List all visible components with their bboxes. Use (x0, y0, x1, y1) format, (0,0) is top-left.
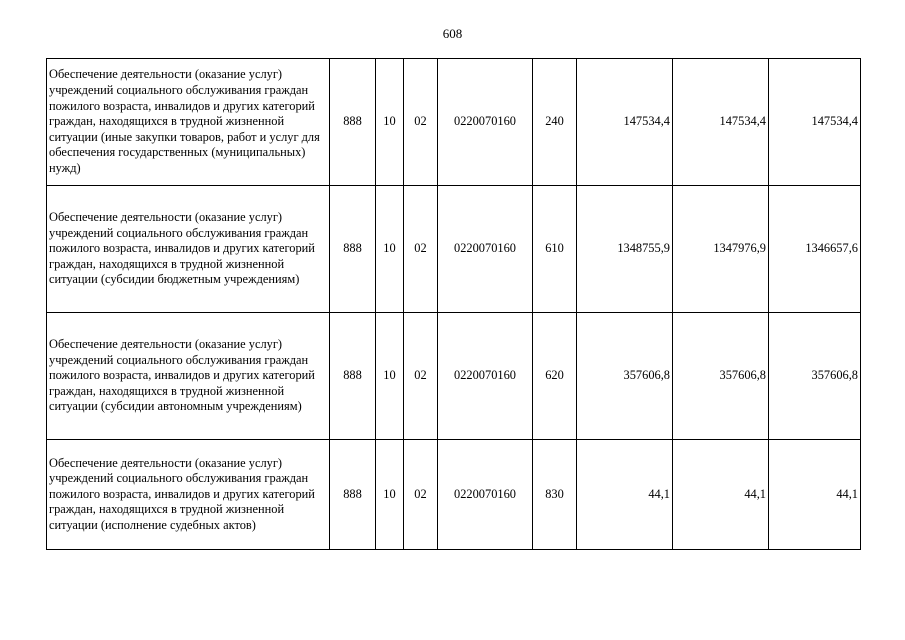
row-ved: 888 (330, 186, 376, 313)
row-amount-year3: 147534,4 (769, 59, 861, 186)
row-description: Обеспечение деятельности (оказание услуг) учреждений социального обслуживания граждан пожилого возраста, инвалидов и других категорий граждан, находящихся в трудной жизненной ситуации (субсидии автономным учреждениям) (47, 313, 330, 440)
row-description: Обеспечение деятельности (оказание услуг) учреждений социального обслуживания граждан пожилого возраста, инвалидов и других категорий граждан, находящихся в трудной жизненной ситуации (иные закупки товаров, работ и услуг для обеспечения государственных (муниципальных) нужд) (47, 59, 330, 186)
row-amount-year3: 1346657,6 (769, 186, 861, 313)
row-amount-year1: 147534,4 (577, 59, 673, 186)
row-vr: 620 (533, 313, 577, 440)
table-row (47, 313, 861, 440)
row-amount-year1: 44,1 (577, 440, 673, 550)
table-row (47, 186, 861, 313)
row-ved: 888 (330, 440, 376, 550)
row-vr: 830 (533, 440, 577, 550)
row-pr: 02 (404, 186, 438, 313)
row-csr: 0220070160 (438, 59, 533, 186)
row-ved: 888 (330, 59, 376, 186)
row-vr: 240 (533, 59, 577, 186)
row-amount-year2: 357606,8 (673, 313, 769, 440)
row-pr: 02 (404, 440, 438, 550)
row-amount-year2: 147534,4 (673, 59, 769, 186)
row-rz: 10 (376, 186, 404, 313)
table-row (47, 440, 861, 550)
row-ved: 888 (330, 313, 376, 440)
row-amount-year2: 44,1 (673, 440, 769, 550)
row-rz: 10 (376, 313, 404, 440)
row-csr: 0220070160 (438, 313, 533, 440)
page-number: 608 (442, 26, 463, 41)
row-amount-year3: 357606,8 (769, 313, 861, 440)
budget-table (46, 58, 861, 550)
row-description: Обеспечение деятельности (оказание услуг) учреждений социального обслуживания граждан пожилого возраста, инвалидов и других категорий граждан, находящихся в трудной жизненной ситуации (исполнение судебных актов) (47, 440, 330, 550)
row-pr: 02 (404, 59, 438, 186)
row-amount-year1: 357606,8 (577, 313, 673, 440)
row-amount-year1: 1348755,9 (577, 186, 673, 313)
row-rz: 10 (376, 440, 404, 550)
row-pr: 02 (404, 313, 438, 440)
row-vr: 610 (533, 186, 577, 313)
row-amount-year2: 1347976,9 (673, 186, 769, 313)
row-csr: 0220070160 (438, 186, 533, 313)
row-amount-year3: 44,1 (769, 440, 861, 550)
table-row (47, 59, 861, 186)
row-description: Обеспечение деятельности (оказание услуг) учреждений социального обслуживания граждан пожилого возраста, инвалидов и других категорий граждан, находящихся в трудной жизненной ситуации (субсидии бюджетным учреждениям) (47, 186, 330, 313)
row-rz: 10 (376, 59, 404, 186)
row-csr: 0220070160 (438, 440, 533, 550)
